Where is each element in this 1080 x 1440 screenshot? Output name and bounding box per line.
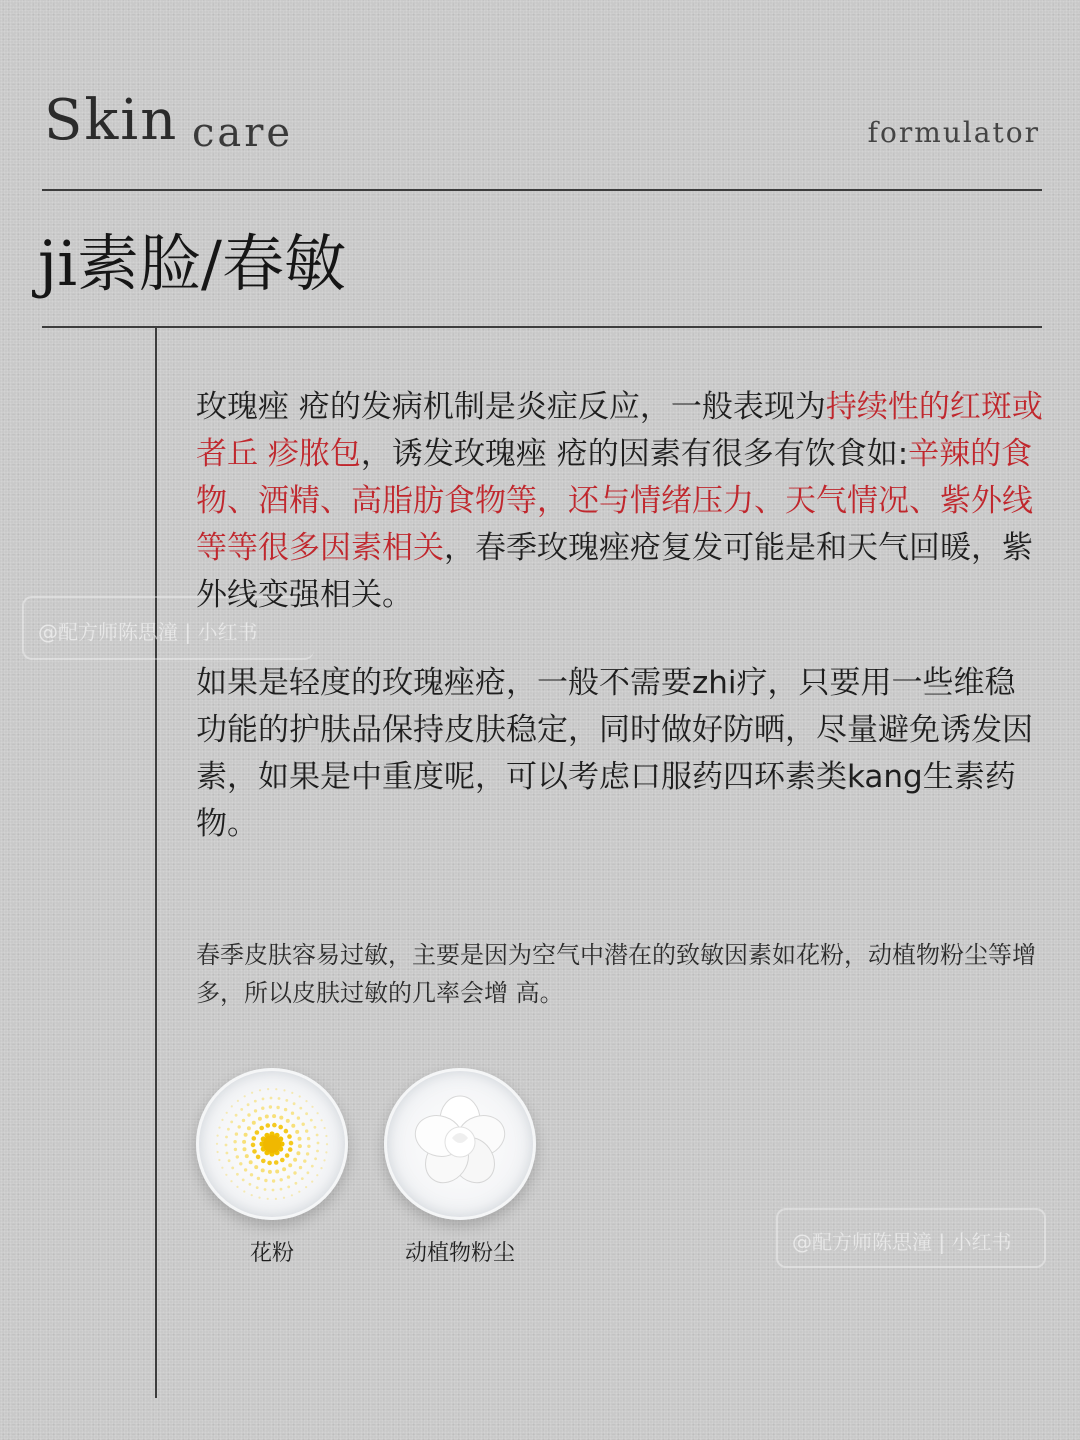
pollen-dot xyxy=(254,1109,257,1112)
watermark: @配方师陈思潼 | 小红书 xyxy=(792,1230,1012,1254)
pollen-dot xyxy=(272,1189,275,1192)
pollen-dot xyxy=(254,1100,257,1103)
pollen-dot xyxy=(261,1107,264,1110)
paragraph-text: 玫瑰痤 疮的发病机制是炎症反应，一般表现为 xyxy=(196,389,826,425)
pollen-dot xyxy=(259,1126,264,1131)
pollen-dot xyxy=(275,1198,277,1200)
pollen-dot xyxy=(256,1155,261,1160)
pollen-dot xyxy=(238,1125,241,1128)
pollen-dot xyxy=(278,1097,281,1100)
pollen-dot xyxy=(293,1158,297,1162)
pollen-dot xyxy=(240,1108,243,1111)
pollen-dot xyxy=(257,1177,260,1180)
page-title: ji素脸/春敏 xyxy=(38,227,346,300)
pollen-dot xyxy=(242,1140,246,1144)
pollen-dot xyxy=(279,1116,283,1120)
pollen-dot xyxy=(302,1123,305,1126)
pollen-dot xyxy=(251,1092,253,1094)
tagline: formulator xyxy=(867,116,1040,149)
pollen-dot xyxy=(299,1107,302,1110)
pollen-dot xyxy=(303,1159,306,1162)
pollen-dot xyxy=(310,1119,313,1122)
pollen-dot xyxy=(298,1144,302,1148)
pollen-dot xyxy=(218,1127,220,1129)
pollen-dot xyxy=(311,1106,313,1108)
top-divider xyxy=(42,189,1042,191)
pollen-dot xyxy=(267,1088,269,1090)
pollen-dot xyxy=(249,1183,252,1186)
pollen-dot xyxy=(235,1132,238,1135)
pollen-dot xyxy=(275,1088,277,1090)
pollen-dot xyxy=(288,1147,293,1152)
pollen-dot xyxy=(295,1130,299,1134)
pollen-dot xyxy=(218,1159,220,1161)
pollen-dot xyxy=(316,1134,319,1137)
pollen-dot xyxy=(245,1154,249,1158)
pollen-dot xyxy=(244,1095,246,1097)
pollen-dot xyxy=(256,1186,259,1189)
pollen-dot xyxy=(298,1137,302,1141)
pollen-dot xyxy=(288,1163,292,1167)
pollen-dot xyxy=(276,1106,279,1109)
pollen-dot xyxy=(242,1179,245,1182)
pollen-dot xyxy=(291,1194,293,1196)
pollen-dot xyxy=(272,1123,277,1128)
pollen-dot xyxy=(226,1152,229,1155)
pollen-dot xyxy=(242,1119,245,1122)
pollen-dot xyxy=(261,1168,265,1172)
pollen-dot xyxy=(307,1171,310,1174)
pollen-dot xyxy=(251,1194,253,1196)
pollen-dot xyxy=(291,1124,295,1128)
pollen-dot xyxy=(283,1197,285,1199)
brand-skin-text: Skin xyxy=(44,88,179,153)
pollen-dot xyxy=(217,1135,219,1137)
pollen-dot xyxy=(237,1100,239,1102)
pollen-dot xyxy=(305,1186,307,1188)
pollen-dot xyxy=(275,1170,279,1174)
pollen-dot xyxy=(233,1140,236,1143)
pollen-dot xyxy=(314,1126,317,1129)
watermark: @配方师陈思潼 | 小红书 xyxy=(38,620,258,644)
pollen-dot xyxy=(306,1152,309,1155)
pollen-dot xyxy=(320,1167,322,1169)
pollen-dot xyxy=(307,1137,310,1140)
pollen-dot xyxy=(226,1112,228,1114)
pollen-dot xyxy=(272,1179,275,1182)
pollen-dot xyxy=(243,1190,245,1192)
flower-dish-icon xyxy=(384,1068,536,1220)
pollen-dot xyxy=(272,1114,276,1118)
pollen-dot xyxy=(255,1130,260,1135)
paragraph-text: ，诱发玫瑰痤 疮的因素有很多有饮食如: xyxy=(360,436,909,472)
pollen-dot xyxy=(267,1198,269,1200)
pollen-dot xyxy=(249,1160,253,1164)
pollen-dot xyxy=(259,1089,261,1091)
pollen-dot xyxy=(239,1162,242,1165)
pollen-dot xyxy=(283,1089,285,1091)
pollen-dot xyxy=(311,1181,313,1183)
pollen-dot xyxy=(243,1147,247,1151)
pollen-dot xyxy=(299,1166,302,1169)
pollen-dot xyxy=(305,1100,307,1102)
pollen-dot xyxy=(231,1105,233,1107)
pollen-dot xyxy=(296,1151,300,1155)
flower-graphic xyxy=(384,1068,536,1220)
pollen-dot xyxy=(216,1143,218,1145)
pollen-dot xyxy=(293,1171,296,1174)
pollen-dot xyxy=(314,1157,317,1160)
pollen-dot xyxy=(231,1167,234,1170)
pollen-dot xyxy=(264,1188,267,1191)
highlight-text: 持续性的红斑或者丘 疹脓包 xyxy=(196,389,1043,472)
pollen-dot xyxy=(287,1175,290,1178)
pollen-dot xyxy=(225,1136,228,1139)
pollen-dot xyxy=(307,1145,310,1148)
pollen-dot xyxy=(236,1155,239,1158)
pollen-dot xyxy=(284,1108,287,1111)
pollen-dot xyxy=(250,1173,253,1176)
pollen-dot xyxy=(217,1151,219,1153)
pollen-dot xyxy=(284,1129,289,1134)
pollen-dot xyxy=(298,1191,300,1193)
pollen-dot xyxy=(291,1092,293,1094)
pollen-dot xyxy=(316,1150,319,1153)
pollen-dot xyxy=(270,1097,273,1100)
pollen-dot xyxy=(258,1117,262,1121)
pollen-dot xyxy=(280,1158,285,1163)
pollen-dot xyxy=(230,1180,232,1182)
pollen-dot xyxy=(317,1112,319,1114)
pollen-dot xyxy=(295,1182,298,1185)
pollen-dot xyxy=(278,1125,283,1130)
caption-dust: 动植物粉尘 xyxy=(404,1241,515,1266)
paragraph-treatment: 如果是轻度的玫瑰痤疮，一般不需要zhi疗，只要用一些维稳功能的护肤品保持皮肤稳定，同时做好防晒，尽量避免诱发因素，如果是中重度呢，可以考虑口服药四环素类kang生素药物。 xyxy=(196,665,1033,842)
pollen-dot xyxy=(261,1159,266,1164)
pollen-dot xyxy=(258,1197,260,1199)
pollen-dot xyxy=(244,1168,247,1171)
pollen-dot xyxy=(289,1141,294,1146)
pollen-dot xyxy=(268,1170,272,1174)
pollen-dot xyxy=(280,1188,283,1191)
note-spring-allergy: 春季皮肤容易过敏，主要是因为空气中潜在的致敏因素如花粉，动植物粉尘等增多，所以皮肤过敏的几率会增 高。 xyxy=(196,941,1036,1007)
pollen-dot xyxy=(264,1179,267,1182)
pollen-dot xyxy=(282,1167,286,1171)
pollen-dot xyxy=(221,1167,223,1169)
caption-pollen: 花粉 xyxy=(249,1241,294,1266)
paragraph-rosacea xyxy=(196,384,1046,619)
pollen-dot xyxy=(269,1105,272,1108)
pollen-dot xyxy=(247,1113,250,1116)
pollen-dot xyxy=(299,1095,301,1097)
pollen-dot xyxy=(247,1126,251,1130)
highlight-text: 辛辣的食物、酒精、高脂肪食物等，还与情绪压力、天气情况、紫外线等等很多因素相关 xyxy=(196,436,1033,566)
pollen-dot xyxy=(305,1112,308,1115)
pollen-dot xyxy=(244,1133,248,1137)
pollen-dot xyxy=(254,1165,258,1169)
pollen-dot xyxy=(316,1174,318,1176)
pollen-dot xyxy=(325,1151,327,1153)
title-divider xyxy=(42,326,1042,328)
pollen-dot xyxy=(227,1128,230,1131)
pollen-dot xyxy=(301,1177,304,1180)
pollen-dot xyxy=(252,1149,257,1154)
pollen-dot xyxy=(291,1112,294,1115)
pollen-dot xyxy=(326,1143,328,1145)
pollen-dot xyxy=(317,1142,320,1145)
pollen-dot xyxy=(266,1123,271,1128)
pollen-dot xyxy=(285,1153,290,1158)
pollen-dot xyxy=(221,1119,223,1121)
pollen-dot xyxy=(225,1174,227,1176)
pollen-dot xyxy=(287,1134,292,1139)
pollen-dot xyxy=(305,1129,308,1132)
pollen-dot xyxy=(267,1161,272,1166)
pollen-dot xyxy=(235,1114,238,1117)
pollen-dot xyxy=(274,1160,279,1165)
paragraph-text: ，春季玫瑰痤疮复发可能是和天气回暖，紫外线变强相关。 xyxy=(196,530,1033,613)
pollen-dot xyxy=(230,1121,233,1124)
pollen-dot xyxy=(234,1148,237,1151)
pollen-dot xyxy=(321,1119,323,1121)
pollen-dot xyxy=(236,1186,238,1188)
pollen-dot xyxy=(252,1136,257,1141)
pollen-dot xyxy=(225,1144,228,1147)
vertical-divider xyxy=(155,326,157,1398)
pollen-dot xyxy=(262,1098,265,1101)
pollen-dot xyxy=(228,1159,231,1162)
pollen-dot xyxy=(247,1103,250,1106)
pollen-dot xyxy=(297,1116,300,1119)
pollen-graphic xyxy=(196,1068,348,1220)
pollen-dot xyxy=(324,1127,326,1129)
pollen-dot xyxy=(311,1165,314,1168)
pollen-dot xyxy=(323,1159,325,1161)
pollen-dish-icon xyxy=(196,1068,348,1220)
pollen-dot xyxy=(325,1135,327,1137)
pollen-dot xyxy=(236,1173,239,1176)
pollen-dot xyxy=(287,1186,290,1189)
pollen-dot xyxy=(251,1143,256,1148)
brand-care-text: care xyxy=(192,110,294,156)
pollen-core xyxy=(263,1135,281,1153)
pollen-dot xyxy=(286,1119,290,1123)
pollen-dot xyxy=(280,1178,283,1181)
pollen-dot xyxy=(285,1099,288,1102)
pollen-dot xyxy=(293,1102,296,1105)
pollen-dot xyxy=(252,1121,256,1125)
pollen-dot xyxy=(265,1115,269,1119)
